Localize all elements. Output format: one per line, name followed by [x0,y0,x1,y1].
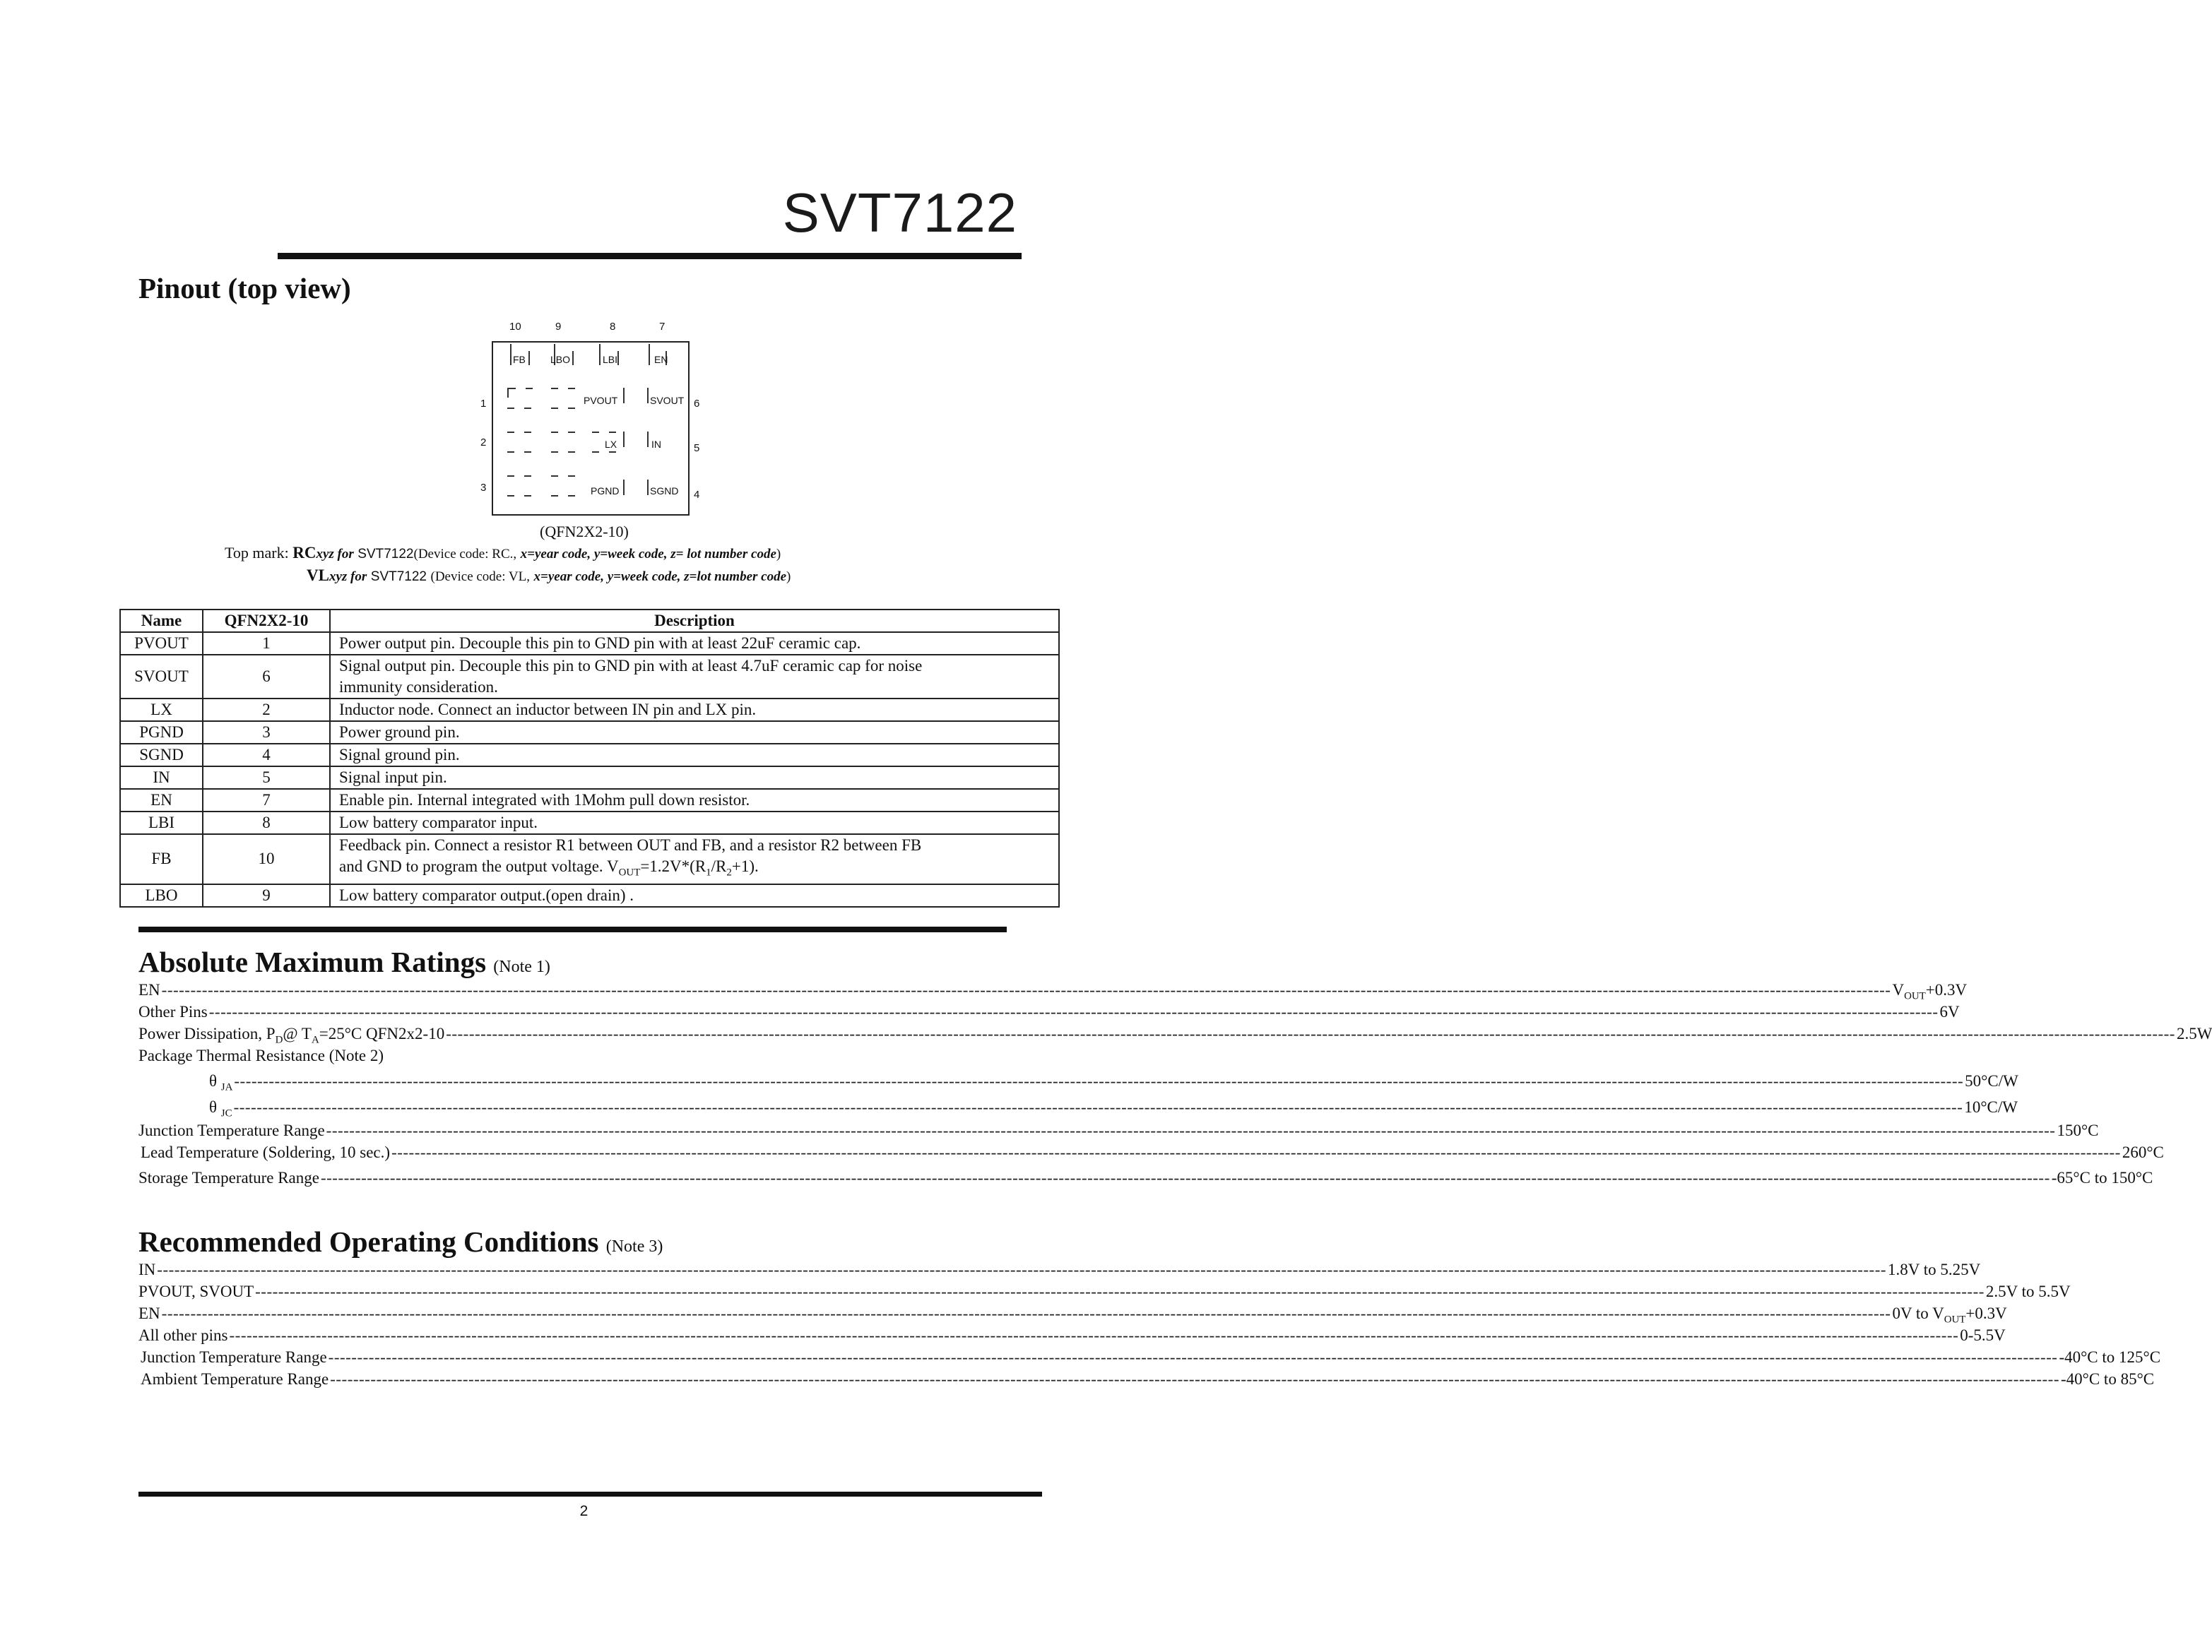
mark1-code: RC [292,544,317,561]
rating-label-text: θ [209,1072,218,1090]
rec-op-title-text: Recommended Operating Conditions [138,1225,599,1258]
pin-number-6: 6 [694,398,700,410]
pin-number-7: 7 [659,321,666,333]
rating-value: -65°C to 150°C [2051,1169,2153,1187]
rating-label-text: θ [209,1098,218,1116]
pin-description: Enable pin. Internal integrated with 1Mohm pull down resistor. [330,789,1059,812]
pin-number-9: 9 [555,321,562,333]
mark2-part: SVT7122 [370,569,427,584]
condition-label: Junction Temperature Range [141,1348,327,1366]
pad-label-en: EN [654,354,668,365]
condition-value-text: 0V to V [1892,1305,1944,1322]
pin-number: 2 [203,699,330,721]
pin-name: IN [120,766,203,789]
leader-dots: ------------------------------------------------------------------------------------------------------------------------------------------------------------------------------------------------------------------------------------------------------------------------------------------------------------ [161,1305,1891,1322]
rating-label: EN [138,981,160,999]
rating-label: Storage Temperature Range [138,1169,319,1187]
pad-label-lbi: LBI [603,354,618,365]
pin-number-4: 4 [694,489,700,501]
pad-label-pvout: PVOUT [584,395,618,406]
footer-rule [138,1492,1042,1497]
pin-number: 8 [203,812,330,834]
pin-description-line: immunity consideration. [339,678,498,696]
table-row [120,721,1059,744]
rating-value: 6V [1939,1003,1960,1021]
qfn-package-outline [492,341,690,516]
pin-description [330,834,1059,884]
pin-name: LX [120,699,203,721]
mark1-part: SVT7122 [357,547,414,561]
condition-line-other-pins [138,1326,2006,1348]
top-mark-line-1 [225,544,781,562]
fb-desc-sub: 1 [706,867,711,879]
rating-value: 260°C [2122,1143,2164,1161]
pad-label-pgnd: PGND [591,485,620,497]
rating-label: Other Pins [138,1003,208,1021]
leader-dots: ------------------------------------------------------------------------------------------------------------------------------------------------------------------------------------------------------------------------------------------------------------------------------------------------------------ [208,1003,1939,1021]
abs-max-title-text: Absolute Maximum Ratings [138,946,487,978]
pad-label-lbo: LBO [550,354,571,365]
header-rule [278,253,1022,259]
pinout-title: Pinout (top view) [138,272,351,304]
header-package: QFN2X2-10 [203,610,330,632]
pin-name: FB [120,834,203,884]
page-number: 2 [579,1503,589,1519]
rating-label-text: Power Dissipation, P [138,1025,276,1042]
rating-line-junction-temp [138,1122,2099,1143]
top-mark-prefix: Top mark: [225,544,289,561]
table-row [120,699,1059,721]
rating-label [138,1025,444,1047]
rating-value-text: V [1892,981,1905,999]
condition-label: Ambient Temperature Range [141,1370,329,1388]
rating-value-sub: OUT [1904,990,1926,1002]
pad-label-fb: FB [513,354,526,365]
pin-number: 6 [203,655,330,699]
rating-line-other-pins [138,1003,1960,1024]
table-row [120,834,1059,884]
pin-number: 4 [203,744,330,766]
table-row [120,744,1059,766]
section-rule [138,927,1007,932]
condition-label: All other pins [138,1326,228,1344]
rating-label-sub: JC [220,1107,232,1119]
rating-label-text: =25°C QFN2x2-10 [319,1025,445,1042]
rating-line-storage-temp [138,1169,2153,1190]
pad-label-svout: SVOUT [650,395,685,406]
leader-dots: ------------------------------------------------------------------------------------------------------------------------------------------------------------------------------------------------------------------------------------------------------------------------------------------------------------ [391,1143,2121,1161]
rating-value: 50°C/W [1965,1072,2018,1090]
mark1-xyz: xyz for [316,547,354,561]
pin-description: Signal input pin. [330,766,1059,789]
header-name: Name [120,610,203,632]
rating-label [209,1072,232,1094]
condition-label: IN [138,1261,156,1278]
pin-number-2: 2 [480,436,487,448]
pin-description-line: Signal output pin. Decouple this pin to GND pin with at least 4.7uF ceramic cap for noise [339,657,923,675]
rating-line-power-dissipation [138,1025,2212,1046]
pin-description: Power output pin. Decouple this pin to GND pin with at least 22uF ceramic cap. [330,632,1059,655]
pin-description: Signal ground pin. [330,744,1059,766]
pin-description: Low battery comparator output.(open drain) . [330,884,1059,907]
mark1-device: (Device code: RC., [413,547,517,561]
condition-value: -40°C to 85°C [2060,1370,2155,1388]
leader-dots: ------------------------------------------------------------------------------------------------------------------------------------------------------------------------------------------------------------------------------------------------------------------------------------------------------------ [320,1169,2050,1187]
rating-value: 150°C [2057,1122,2099,1139]
condition-value: -40°C to 125°C [2059,1348,2161,1366]
table-row [120,789,1059,812]
pin-number: 3 [203,721,330,744]
table-row [120,812,1059,834]
rating-line-thermal-resistance [138,1047,1020,1068]
rating-label: Lead Temperature (Soldering, 10 sec.) [141,1143,391,1161]
condition-line-in [138,1261,1981,1282]
header-description: Description [330,610,1059,632]
pin-name: EN [120,789,203,812]
pin-name: SGND [120,744,203,766]
mark2-device: (Device code: VL, [430,569,531,584]
part-number: SVT7122 [782,182,1017,244]
mark2-close: ) [786,569,791,584]
table-row [120,766,1059,789]
condition-label: EN [138,1305,160,1322]
fb-desc-text: +1). [731,857,759,875]
top-mark-line-2 [307,566,791,585]
rating-line-theta-ja [209,1072,2018,1093]
rec-op-note: (Note 3) [605,1237,663,1256]
table-header-row [120,610,1059,632]
pin-number: 9 [203,884,330,907]
rating-label [209,1098,232,1120]
pin-name: LBI [120,812,203,834]
fb-desc-sub: 2 [726,867,732,879]
package-caption: (QFN2X2-10) [540,523,629,540]
rating-label-sub: D [275,1034,283,1046]
condition-line-ambient-temp [141,1370,2155,1391]
rating-value: 2.5W [2176,1025,2212,1042]
pad-label-sgnd: SGND [650,485,679,497]
mark1-codes: x=year code, y=week code, z= lot number code [520,547,776,561]
abs-max-note: (Note 1) [493,958,550,976]
condition-value [1892,1305,2006,1326]
leader-dots: ------------------------------------------------------------------------------------------------------------------------------------------------------------------------------------------------------------------------------------------------------------------------------------------------------------ [234,1072,1964,1090]
pin-number-10: 10 [509,321,521,333]
leader-dots: ------------------------------------------------------------------------------------------------------------------------------------------------------------------------------------------------------------------------------------------------------------------------------------------------------------ [229,1326,1959,1344]
pin-description: Power ground pin. [330,721,1059,744]
pin-number-3: 3 [480,482,487,494]
rec-op-title [138,1225,663,1258]
pin-number-5: 5 [694,442,700,454]
rating-label-sub: A [311,1034,319,1046]
abs-max-title [138,948,550,977]
mark2-code: VL [307,566,329,584]
leader-dots: ------------------------------------------------------------------------------------------------------------------------------------------------------------------------------------------------------------------------------------------------------------------------------------------------------------ [326,1122,2056,1139]
mark2-codes: x=year code, y=week code, z=lot number code [533,569,787,584]
rating-value [1892,981,1967,1003]
condition-value: 1.8V to 5.25V [1888,1261,1981,1278]
pin-description: Low battery comparator input. [330,812,1059,834]
rating-line-en [138,981,1968,1002]
rating-label: Junction Temperature Range [138,1122,325,1139]
rating-value: 10°C/W [1964,1098,2018,1116]
rating-label: Package Thermal Resistance (Note 2) [138,1047,384,1064]
mark1-close: ) [776,547,781,561]
leader-dots: ------------------------------------------------------------------------------------------------------------------------------------------------------------------------------------------------------------------------------------------------------------------------------------------------------------ [446,1025,2175,1042]
condition-value: 0-5.5V [1960,1326,2006,1344]
pin-number-1: 1 [480,398,487,410]
pin-description-line: Feedback pin. Connect a resistor R1 between OUT and FB, and a resistor R2 between FB [339,836,922,854]
pin-number: 5 [203,766,330,789]
condition-value-sub: OUT [1944,1314,1966,1326]
rating-value-tail: +0.3V [1925,981,1968,999]
leader-dots: ------------------------------------------------------------------------------------------------------------------------------------------------------------------------------------------------------------------------------------------------------------------------------------------------------------ [233,1098,1963,1116]
mark2-xyz: xyz for [329,569,367,584]
fb-desc-sub: OUT [618,867,641,879]
condition-line-junction-temp [141,1348,2161,1369]
pad-label-lx: LX [605,439,617,450]
condition-value: 2.5V to 5.5V [1985,1283,2071,1300]
rating-label-sub: JA [220,1081,233,1093]
table-row [120,884,1059,907]
pin-description-line [339,856,1054,884]
leader-dots: ------------------------------------------------------------------------------------------------------------------------------------------------------------------------------------------------------------------------------------------------------------------------------------------------------------ [161,981,1891,999]
pin-name: PGND [120,721,203,744]
rating-line-lead-temp [141,1143,2164,1165]
table-row [120,655,1059,699]
pin-name: PVOUT [120,632,203,655]
fb-desc-text: and GND to program the output voltage. V [339,857,619,875]
condition-label: PVOUT, SVOUT [138,1283,254,1300]
rating-line-theta-jc [209,1098,2018,1119]
pin-number: 1 [203,632,330,655]
fb-desc-text: =1.2V*(R [640,857,706,875]
fb-desc-text: /R [711,857,727,875]
pin-number: 10 [203,834,330,884]
condition-line-pvout-svout [138,1283,2071,1304]
rating-label-text: @ T [283,1025,312,1042]
pin-name: SVOUT [120,655,203,699]
pin-number-8: 8 [610,321,616,333]
pin-description-table [119,609,1060,908]
leader-dots: ------------------------------------------------------------------------------------------------------------------------------------------------------------------------------------------------------------------------------------------------------------------------------------------------------------ [157,1261,1887,1278]
pad-label-in: IN [651,439,661,450]
leader-dots: ------------------------------------------------------------------------------------------------------------------------------------------------------------------------------------------------------------------------------------------------------------------------------------------------------------ [330,1370,2059,1388]
pin-description: Inductor node. Connect an inductor between IN pin and LX pin. [330,699,1059,721]
leader-dots: ------------------------------------------------------------------------------------------------------------------------------------------------------------------------------------------------------------------------------------------------------------------------------------------------------------ [328,1348,2058,1366]
pin-description [330,655,1059,699]
table-row [120,632,1059,655]
condition-value-tail: +0.3V [1965,1305,2007,1322]
pin-name: LBO [120,884,203,907]
pin-number: 7 [203,789,330,812]
leader-dots: ------------------------------------------------------------------------------------------------------------------------------------------------------------------------------------------------------------------------------------------------------------------------------------------------------------ [255,1283,1985,1300]
condition-line-en [138,1305,2007,1326]
